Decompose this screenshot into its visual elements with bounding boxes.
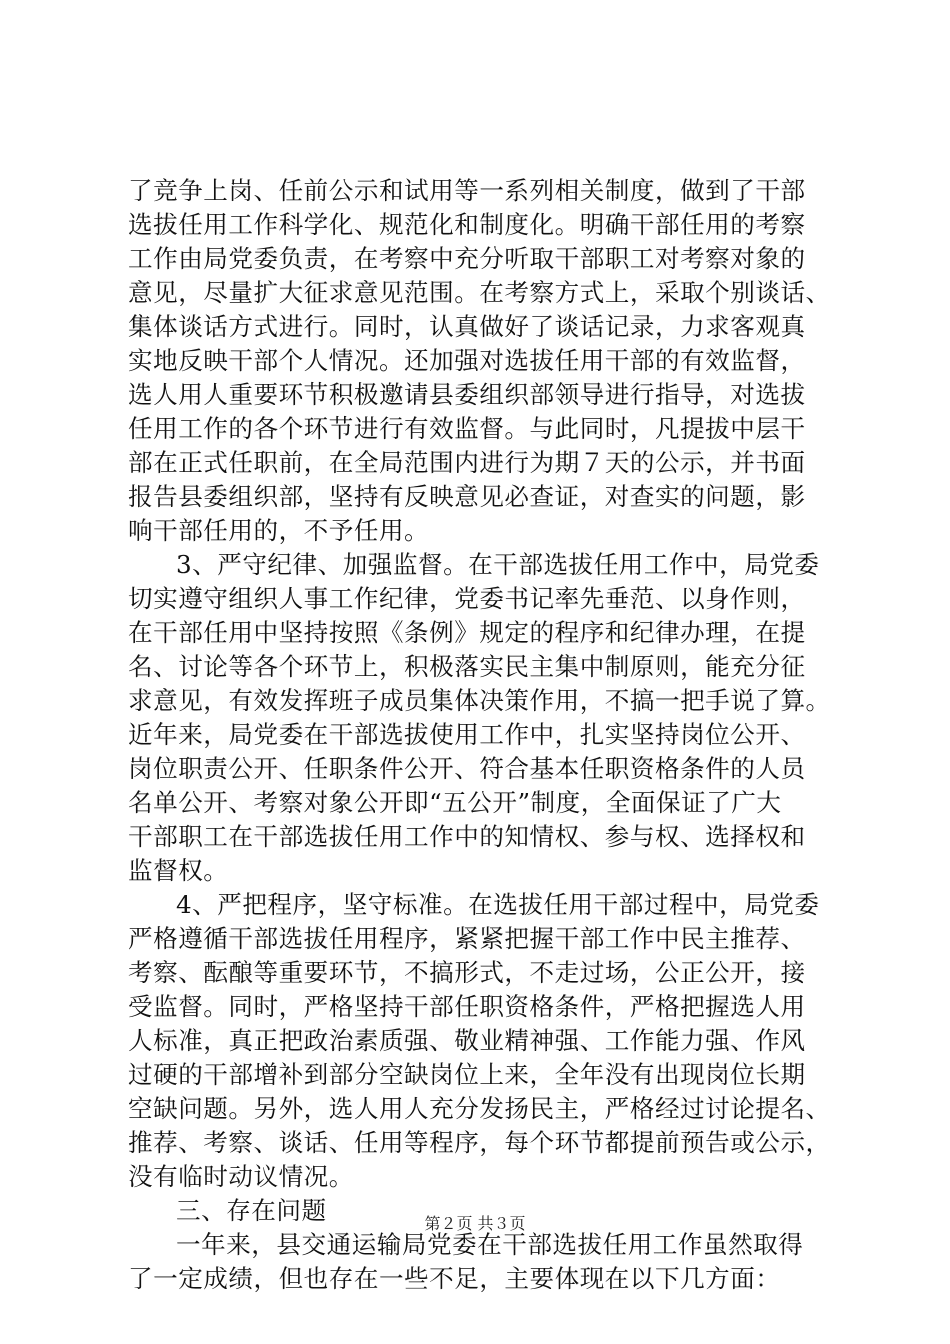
text-line: 了竞争上岗、任前公示和试用等一系列相关制度，做到了干部 [128, 176, 806, 205]
text-line: 了一定成绩，但也存在一些不足，主要体现在以下几方面： [128, 1264, 781, 1293]
text-line: 空缺问题。另外，选人用人充分发扬民主，严格经过讨论提名、 [128, 1094, 831, 1123]
text-line: 选人用人重要环节积极邀请县委组织部领导进行指导，对选拔 [128, 380, 806, 409]
paragraph-start-line: 3、严守纪律、加强监督。在干部选拔任用工作中，局党委 [176, 550, 820, 579]
text-line: 受监督。同时，严格坚持干部任职资格条件，严格把握选人用 [128, 992, 806, 1021]
text-line: 近年来，局党委在干部选拔使用工作中，扎实坚持岗位公开、 [128, 720, 806, 749]
text-line: 部在正式任职前，在全局范围内进行为期７天的公示，并书面 [128, 448, 806, 477]
text-line: 干部职工在干部选拔任用工作中的知情权、参与权、选择权和 [128, 822, 806, 851]
text-line: 意见，尽量扩大征求意见范围。在考察方式上，采取个别谈话、 [128, 278, 831, 307]
text-line: 响干部任用的，不予任用。 [128, 516, 430, 545]
text-line: 在干部任用中坚持按照《条例》规定的程序和纪律办理，在提 [128, 618, 806, 647]
text-line: 名、讨论等各个环节上，积极落实民主集中制原则，能充分征 [128, 652, 806, 681]
text-line: 报告县委组织部，坚持有反映意见必查证，对查实的问题，影 [128, 482, 806, 511]
text-line: 任用工作的各个环节进行有效监督。与此同时，凡提拔中层干 [128, 414, 806, 443]
text-line: 名单公开、考察对象公开即“五公开”制度，全面保证了广大 [128, 788, 782, 817]
text-line: 过硬的干部增补到部分空缺岗位上来，全年没有出现岗位长期 [128, 1060, 806, 1089]
text-line: 集体谈话方式进行。同时，认真做好了谈话记录，力求客观真 [128, 312, 806, 341]
text-line: 人标准，真正把政治素质强、敬业精神强、工作能力强、作风 [128, 1026, 806, 1055]
text-line: 考察、酝酿等重要环节，不搞形式，不走过场，公正公开，接 [128, 958, 806, 987]
paragraph-start-line: 4、严把程序，坚守标准。在选拔任用干部过程中，局党委 [176, 890, 820, 919]
text-line: 没有临时动议情况。 [128, 1162, 354, 1191]
text-line: 推荐、考察、谈话、任用等程序，每个环节都提前预告或公示， [128, 1128, 831, 1157]
text-line: 严格遵循干部选拔任用程序，紧紧把握干部工作中民主推荐、 [128, 924, 806, 953]
text-line: 实地反映干部个人情况。还加强对选拔任用干部的有效监督， [128, 346, 806, 375]
text-line: 切实遵守组织人事工作纪律，党委书记率先垂范、以身作则， [128, 584, 806, 613]
text-line: 监督权。 [128, 856, 229, 885]
section-heading: 三、存在问题 [176, 1196, 327, 1225]
paragraph-start-line: 一年来，县交通运输局党委在干部选拔任用工作虽然取得 [176, 1230, 804, 1259]
document-body [128, 174, 848, 1296]
text-line: 工作由局党委负责，在考察中充分听取干部职工对考察对象的 [128, 244, 806, 273]
text-line: 求意见，有效发挥班子成员集体决策作用，不搞一把手说了算。 [128, 686, 831, 715]
text-line: 岗位职责公开、任职条件公开、符合基本任职资格条件的人员 [128, 754, 806, 783]
text-line: 选拔任用工作科学化、规范化和制度化。明确干部任用的考察 [128, 210, 806, 239]
page-footer: 第２页 共３页 [424, 1214, 526, 1233]
